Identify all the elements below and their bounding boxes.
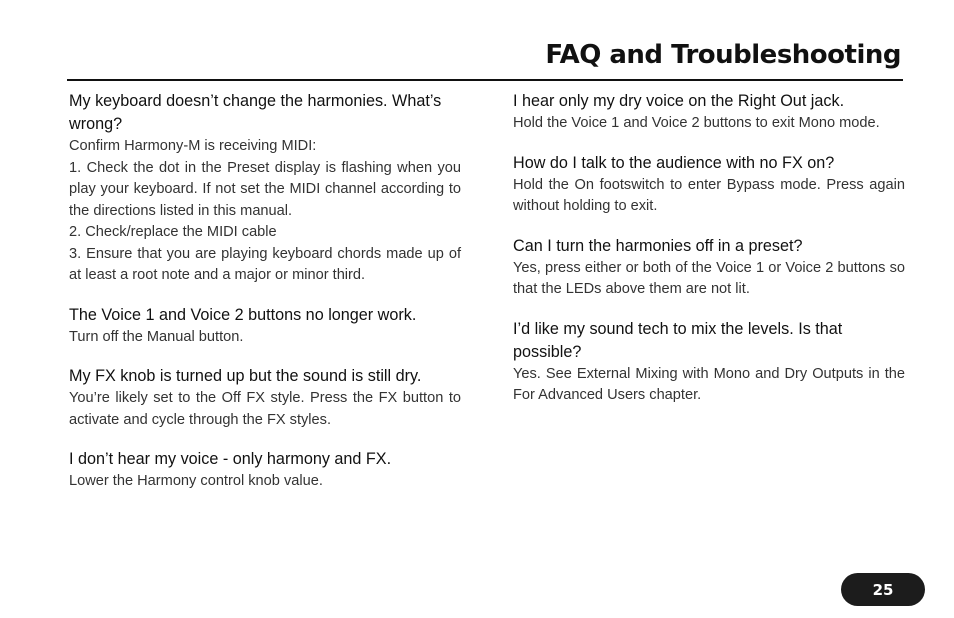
- faq-question: My keyboard doesn’t change the harmonies. What’s wrong?: [69, 92, 442, 133]
- page-number-badge: 25: [841, 573, 925, 606]
- faq-question: I don’t hear my voice - only harmony and FX.: [69, 450, 392, 468]
- faq-item: [69, 365, 461, 431]
- faq-answer: Yes. See External Mixing with Mono and Dry Outputs in the For Advanced Users chapter.: [513, 365, 905, 403]
- faq-item: [513, 90, 905, 135]
- faq-answer: Hold the On footswitch to enter Bypass mode. Press again without holding to exit.: [513, 176, 905, 214]
- faq-answer: 2. Check/replace the MIDI cable: [69, 224, 277, 240]
- faq-question: I hear only my dry voice on the Right Out jack.: [513, 92, 845, 110]
- faq-answer: Hold the Voice 1 and Voice 2 buttons to exit Mono mode.: [513, 115, 880, 131]
- faq-answer: Lower the Harmony control knob value.: [69, 473, 323, 489]
- faq-column-left: [69, 90, 461, 510]
- faq-answer: 1. Check the dot in the Preset display is flashing when you play your keyboard. If not set the MIDI channel according to the directions listed in this manual.: [69, 159, 461, 219]
- faq-item: [69, 304, 461, 349]
- faq-answer: You’re likely set to the Off FX style. Press the FX button to activate and cycle through the FX styles.: [69, 390, 461, 428]
- faq-answer: Turn off the Manual button.: [69, 328, 244, 345]
- faq-item: [69, 90, 461, 287]
- faq-item: [513, 318, 905, 407]
- page-title: FAQ and Troubleshooting: [545, 40, 901, 70]
- faq-answer: 3. Ensure that you are playing keyboard chords made up of at least a root note and a major or minor third.: [69, 245, 461, 283]
- faq-answer: Confirm Harmony-M is receiving MIDI:: [69, 138, 317, 154]
- title-divider: [67, 79, 903, 81]
- faq-item: [513, 152, 905, 218]
- faq-column-right: [513, 90, 905, 424]
- faq-question: The Voice 1 and Voice 2 buttons no longer work.: [69, 305, 417, 324]
- faq-question: I’d like my sound tech to mix the levels. Is that possible?: [513, 319, 843, 361]
- faq-question: Can I turn the harmonies off in a preset?: [513, 236, 803, 255]
- faq-question: How do I talk to the audience with no FX on?: [513, 153, 835, 172]
- faq-answer: Yes, press either or both of the Voice 1 or Voice 2 buttons so that the LEDs above them are not lit.: [513, 259, 905, 297]
- faq-question: My FX knob is turned up but the sound is still dry.: [69, 367, 422, 385]
- faq-item: [69, 448, 461, 493]
- faq-item: [513, 235, 905, 301]
